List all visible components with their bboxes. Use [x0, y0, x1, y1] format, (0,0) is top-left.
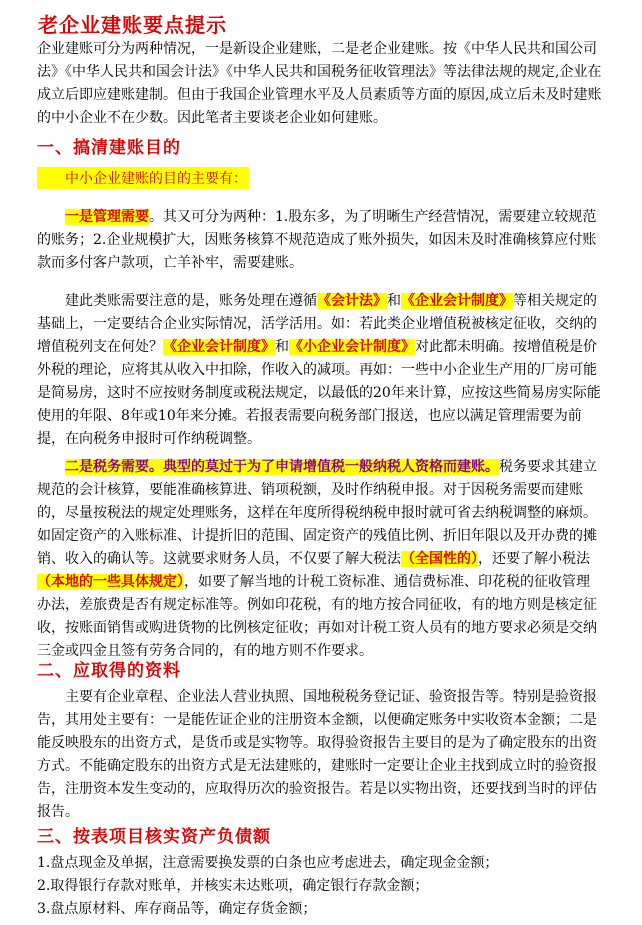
management-label: 一是管理需要: [65, 209, 149, 225]
notes-text-b: 等相关规定的基础上，一定要结合企业实际情况，活学活用。如：若此类企业增值税被核定征收，交纳的增值税列支在何处？: [37, 293, 597, 355]
paragraph-tax: [37, 456, 603, 663]
tax-text-c: ，如要了解当地的计税工资标准、通信费标准、印花税的征收管理办法，差旅费是否有规定标准等。例如印花税，有的地方按合同征收，有的地方则是核定征收，按账面销售或购进货物的比例核定征收；再如对计税工资人员有的地方要求必须是交纳三金或四金且签有劳务合同的，有的地方则不作要求。: [37, 574, 597, 659]
notes-text-c: 对此都未明确。按增值税是价外税的理论，应将其从收入中扣除，作收入的减项。再如：一些中小企业生产用的厂房可能是简易房，这时不应按财务制度或税法规定，以最低的20年来计算，应按这些简易房实际能使用的年限、8年或10年来分摊。若报表需要向税务部门报送，也应以满足管理需要为前提，在向税务申报时可作纳税调整。: [37, 339, 601, 447]
tax-label: 二是税务需要。典型的莫过于为了申请增值税一般纳税人资格而建账。: [65, 459, 499, 475]
law-small-enterprise: 《小企业会计制度》: [289, 339, 415, 355]
intro-text: 企业建账可分为两种情况，一是新设企业建账，二是老企业建账。按《中华人民共和国公司法》《中华人民共和国会计法》《中华人民共和国税务征收管理法》等法律法规的规定,企业在成立后即应建账建制。但由于我国企业管理水平及人员素质等方面的原因,成立后未及时建账的中小企业不在少数。因此笔者主要谈老企业如何建账。: [37, 41, 602, 126]
tax-local-note: （本地的一些具体规定）: [37, 574, 184, 590]
document-title: 老企业建账要点提示: [38, 13, 227, 37]
law-enterprise-system: 《企业会计制度》: [401, 293, 513, 309]
paragraph-materials: [37, 686, 603, 824]
section2-heading: 二、应取得的资料: [37, 661, 181, 681]
tax-national-note: （全国性的）: [401, 551, 478, 567]
tax-text-b: ，还要了解小税法: [478, 551, 590, 567]
management-text: 。其又可分为两种：1.股东多，为了明晰生产经营情况，需要建立较规范的账务；2.企业规模扩大，因账务核算不规范造成了账外损失，如因未及时准确核算应付账款而多付客户款项，亡羊补牢，需要建账。: [37, 209, 597, 271]
section1-heading: 一、搞清建账目的: [37, 138, 181, 158]
materials-text: 主要有企业章程、企业法人营业执照、国地税税务登记证、验资报告等。特别是验资报告，其用处主要有：一是能佐证企业的注册资本金额，以便确定账务中实收资本金额；二是能反映股东的出资方式，是货币或是实物等。取得验资报告主要目的是为了确定股东的出资方式。不能确定股东的出资方式是无法建账的，建账时一定要让企业主找到成立时的验资报告，注册资本发生变动的，应取得历次的验资报告。若是以实物出资，还要找到当时的评估报告。: [37, 689, 597, 820]
list-item: 3.盘点原材料、库存商品等，确定存货金额；: [37, 901, 317, 917]
list-item: 2.取得银行存款对账单，并核实未达账项，确定银行存款金额；: [37, 878, 429, 894]
notes-and: 和: [387, 293, 401, 309]
bar-text: 中小企业建账的目的主要有：: [65, 171, 247, 187]
intro-paragraph: [37, 38, 603, 130]
paragraph-management: [37, 206, 603, 275]
paragraph-notes: [37, 290, 603, 451]
notes-and-2: 和: [275, 339, 289, 355]
highlight-bar: [37, 167, 249, 189]
law-accounting: 《会计法》: [317, 293, 387, 309]
tax-text-a: 税务要求其建立规范的会计核算，要能准确核算进、销项税额，及时作纳税申报。对于因税务需要而建账的，尽量按税法的规定处理账务，这样在年度所得税纳税申报时就可省去纳税调整的麻烦。如固定资产的入账标准、计提折旧的范围、固定资产的残值比例、折旧年限以及开办费的摊销、收入的确认等。这就要求财务人员，不仅要了解大税法: [37, 459, 597, 567]
law-enterprise-system-2: 《企业会计制度》: [163, 339, 275, 355]
notes-text-a: 建此类账需要注意的是，账务处理在遵循: [65, 293, 317, 309]
list-item: 1.盘点现金及单据，注意需要换发票的白条也应考虑进去，确定现金金额；: [37, 855, 499, 871]
section3-heading: 三、按表项目核实资产负债额: [37, 827, 271, 847]
